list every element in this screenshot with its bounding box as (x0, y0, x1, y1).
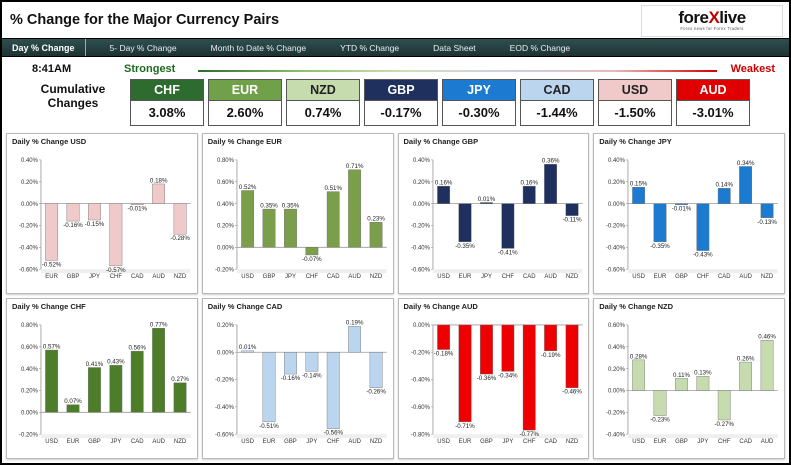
svg-text:-0.07%: -0.07% (301, 255, 322, 263)
svg-text:CHF: CHF (718, 439, 731, 446)
svg-text:-0.20%: -0.20% (410, 350, 430, 357)
svg-text:0.19%: 0.19% (345, 319, 364, 327)
svg-text:-0.20%: -0.20% (18, 223, 38, 230)
currency-code: CAD (520, 79, 594, 101)
svg-text:-0.40%: -0.40% (606, 432, 626, 439)
svg-text:EUR: EUR (458, 439, 471, 446)
currency-rank-cell (442, 79, 516, 126)
cumulative-summary (2, 57, 789, 131)
strength-scale-line (198, 70, 717, 72)
tab-spacer (316, 39, 330, 56)
svg-text:JPY: JPY (110, 439, 122, 446)
svg-text:CAD: CAD (739, 439, 753, 446)
svg-text:CHF: CHF (305, 274, 318, 281)
svg-text:-0.60%: -0.60% (214, 432, 234, 439)
currency-cumulative-value: 2.60% (208, 101, 282, 126)
svg-text:-0.40%: -0.40% (606, 245, 626, 252)
tab-eod-change[interactable]: EOD % Change (509, 42, 571, 53)
currency-rank-cell (208, 79, 282, 126)
svg-text:EUR: EUR (653, 274, 667, 281)
svg-text:0.20%: 0.20% (20, 179, 38, 186)
logo-text-x: X (708, 8, 720, 27)
svg-text:CHF: CHF (501, 274, 514, 281)
chart-plot-area (203, 313, 393, 458)
tab-spacer (187, 39, 201, 56)
svg-text:CAD: CAD (326, 274, 340, 281)
svg-text:-0.16%: -0.16% (280, 375, 301, 383)
chart-panel (202, 133, 394, 294)
logo-text-left: fore (678, 8, 709, 27)
svg-text:0.16%: 0.16% (519, 179, 538, 187)
svg-text:0.57%: 0.57% (42, 343, 61, 351)
svg-text:0.01%: 0.01% (238, 344, 257, 352)
chart-title: Daily % Change CAD (207, 302, 283, 311)
svg-text:JPY: JPY (306, 439, 318, 446)
chart-panel (593, 298, 785, 459)
svg-text:-0.20%: -0.20% (18, 432, 38, 439)
svg-text:0.15%: 0.15% (630, 180, 648, 188)
svg-text:-0.19%: -0.19% (540, 351, 560, 359)
svg-text:0.28%: 0.28% (630, 353, 648, 361)
svg-text:AUD: AUD (739, 274, 753, 281)
currency-code: CHF (130, 79, 204, 101)
tab-spacer (486, 39, 500, 56)
svg-text:0.36%: 0.36% (541, 157, 559, 165)
svg-text:CHF: CHF (326, 439, 340, 446)
svg-text:JPY: JPY (501, 439, 513, 446)
svg-text:0.40%: 0.40% (608, 158, 626, 165)
chart-panel (593, 133, 785, 294)
svg-text:JPY: JPY (284, 274, 296, 281)
svg-text:-0.23%: -0.23% (650, 416, 671, 424)
svg-text:-0.41%: -0.41% (497, 249, 518, 257)
svg-text:0.40%: 0.40% (20, 366, 38, 373)
page-title: % Change for the Major Currency Pairs (10, 12, 280, 28)
svg-text:USD: USD (45, 439, 58, 446)
chart-plot-area (203, 148, 393, 293)
svg-text:AUD: AUD (760, 439, 774, 446)
svg-text:0.20%: 0.20% (412, 179, 430, 186)
page-header (2, 2, 789, 39)
svg-text:0.23%: 0.23% (367, 215, 385, 223)
logo-tagline: Forex news for Forex Traders (680, 26, 744, 31)
chart-plot-area (399, 148, 589, 293)
svg-text:-0.27%: -0.27% (714, 420, 735, 428)
svg-text:0.13%: 0.13% (694, 369, 712, 377)
chart-title: Daily % Change NZD (599, 302, 674, 311)
currency-cumulative-value: -1.50% (598, 101, 672, 126)
svg-text:CHF: CHF (522, 439, 535, 446)
currency-cumulative-value: -0.17% (364, 101, 438, 126)
svg-text:GBP: GBP (675, 439, 689, 446)
svg-text:-0.34%: -0.34% (497, 372, 518, 380)
svg-text:GBP: GBP (479, 439, 493, 446)
tab-day-change[interactable]: Day % Change (2, 39, 86, 56)
chart-grid (2, 129, 789, 463)
svg-text:-0.11%: -0.11% (562, 216, 582, 224)
currency-rank-cell (676, 79, 750, 126)
svg-text:0.34%: 0.34% (737, 159, 755, 167)
logo-wordmark (678, 10, 745, 26)
svg-text:0.16%: 0.16% (434, 179, 452, 187)
svg-text:NZD: NZD (369, 439, 382, 446)
svg-text:0.20%: 0.20% (20, 388, 38, 395)
svg-text:JPY: JPY (88, 274, 100, 281)
svg-text:CAD: CAD (130, 274, 144, 281)
svg-text:CAD: CAD (543, 439, 557, 446)
currency-rank-cell (130, 79, 204, 126)
svg-text:0.00%: 0.00% (216, 350, 234, 357)
svg-text:AUD: AUD (152, 274, 166, 281)
svg-text:-0.40%: -0.40% (410, 377, 430, 384)
svg-text:0.20%: 0.20% (608, 179, 626, 186)
svg-text:-0.20%: -0.20% (214, 267, 234, 274)
chart-panel (6, 133, 198, 294)
currency-code: USD (598, 79, 672, 101)
currency-rank-cell (520, 79, 594, 126)
svg-text:0.40%: 0.40% (412, 158, 430, 165)
svg-text:0.20%: 0.20% (216, 323, 234, 330)
svg-text:0.60%: 0.60% (216, 179, 234, 186)
currency-code: EUR (208, 79, 282, 101)
svg-text:-0.01%: -0.01% (127, 205, 148, 213)
svg-text:-0.60%: -0.60% (606, 267, 626, 274)
svg-text:NZD: NZD (369, 274, 382, 281)
svg-text:0.41%: 0.41% (85, 360, 104, 368)
svg-text:0.35%: 0.35% (260, 202, 278, 210)
svg-text:0.20%: 0.20% (608, 366, 626, 373)
chart-plot-area (594, 148, 784, 293)
svg-text:-0.80%: -0.80% (410, 432, 430, 439)
currency-cumulative-value: 0.74% (286, 101, 360, 126)
svg-text:EUR: EUR (262, 439, 276, 446)
chart-title: Daily % Change JPY (599, 137, 672, 146)
currency-code: NZD (286, 79, 360, 101)
cumulative-label-line1: Cumulative (40, 82, 106, 96)
svg-text:0.11%: 0.11% (673, 371, 691, 379)
svg-text:-0.35%: -0.35% (454, 242, 475, 250)
svg-text:JPY: JPY (480, 274, 492, 281)
svg-text:0.00%: 0.00% (412, 201, 430, 208)
svg-text:0.00%: 0.00% (20, 410, 38, 417)
svg-text:GBP: GBP (283, 439, 297, 446)
svg-text:0.40%: 0.40% (216, 201, 234, 208)
svg-text:-0.18%: -0.18% (433, 350, 453, 358)
svg-text:-0.51%: -0.51% (258, 422, 279, 430)
weakest-label: Weakest (730, 63, 775, 75)
svg-text:USD: USD (632, 439, 646, 446)
svg-text:NZD: NZD (173, 274, 187, 281)
currency-rank-cell (364, 79, 438, 126)
svg-text:-0.01%: -0.01% (671, 205, 692, 213)
chart-panel (398, 298, 590, 459)
svg-text:-0.20%: -0.20% (410, 223, 430, 230)
cumulative-changes-label (18, 82, 128, 110)
tab-5day-change[interactable]: 5- Day % Change (109, 42, 177, 53)
chart-title: Daily % Change CHF (12, 302, 86, 311)
chart-title: Daily % Change USD (12, 137, 87, 146)
svg-text:-0.46%: -0.46% (561, 388, 582, 396)
svg-text:USD: USD (436, 439, 450, 446)
svg-text:0.43%: 0.43% (107, 358, 125, 366)
svg-text:CHF: CHF (696, 274, 710, 281)
chart-panel (6, 298, 198, 459)
svg-text:GBP: GBP (88, 439, 101, 446)
svg-text:0.18%: 0.18% (149, 177, 168, 185)
svg-text:-0.77%: -0.77% (518, 431, 539, 439)
svg-text:0.40%: 0.40% (608, 344, 626, 351)
svg-text:-0.36%: -0.36% (476, 375, 496, 383)
svg-text:-0.16%: -0.16% (63, 222, 83, 230)
currency-code: JPY (442, 79, 516, 101)
tab-data-sheet[interactable]: Data Sheet (433, 42, 476, 53)
svg-text:AUD: AUD (152, 439, 166, 446)
svg-text:0.20%: 0.20% (216, 223, 234, 230)
svg-text:-0.13%: -0.13% (757, 218, 778, 226)
svg-text:-0.26%: -0.26% (366, 388, 386, 396)
currency-code: GBP (364, 79, 438, 101)
currency-rank-cell (286, 79, 360, 126)
svg-text:0.27%: 0.27% (171, 376, 189, 384)
svg-text:0.00%: 0.00% (20, 201, 38, 208)
tab-spacer (409, 39, 423, 56)
svg-text:GBP: GBP (262, 274, 276, 281)
chart-title: Daily % Change GBP (403, 137, 479, 146)
svg-text:-0.60%: -0.60% (410, 267, 430, 274)
currency-cumulative-value: 3.08% (130, 101, 204, 126)
svg-text:0.07%: 0.07% (64, 398, 82, 406)
svg-text:0.60%: 0.60% (608, 323, 626, 330)
svg-text:0.52%: 0.52% (238, 183, 257, 191)
svg-text:-0.71%: -0.71% (454, 422, 475, 430)
svg-text:-0.40%: -0.40% (214, 405, 234, 412)
svg-text:0.00%: 0.00% (412, 323, 430, 330)
svg-text:-0.20%: -0.20% (606, 223, 626, 230)
currency-rank-cells (130, 79, 750, 126)
currency-rank-cell (598, 79, 672, 126)
tab-ytd-change[interactable]: YTD % Change (340, 42, 400, 53)
svg-text:0.51%: 0.51% (324, 185, 342, 193)
svg-text:EUR: EUR (66, 439, 80, 446)
svg-text:-0.14%: -0.14% (301, 372, 322, 380)
svg-text:USD: USD (241, 274, 254, 281)
svg-text:GBP: GBP (66, 274, 80, 281)
svg-text:EUR: EUR (45, 274, 58, 281)
currency-cumulative-value: -0.30% (442, 101, 516, 126)
forexlive-logo (641, 5, 783, 37)
svg-text:NZD: NZD (761, 274, 774, 281)
cumulative-label-line2: Changes (47, 96, 99, 110)
svg-text:-0.40%: -0.40% (18, 245, 38, 252)
svg-text:0.46%: 0.46% (758, 333, 777, 341)
currency-cumulative-value: -3.01% (676, 101, 750, 126)
tab-month-to-date-change[interactable]: Month to Date % Change (210, 42, 307, 53)
svg-text:USD: USD (632, 274, 646, 281)
svg-text:0.80%: 0.80% (216, 158, 234, 165)
tab-spacer (86, 39, 100, 56)
chart-title: Daily % Change EUR (207, 137, 282, 146)
svg-text:-0.20%: -0.20% (214, 377, 234, 384)
chart-panel (202, 298, 394, 459)
strongest-label: Strongest (124, 63, 176, 75)
svg-text:AUD: AUD (348, 274, 361, 281)
svg-text:0.56%: 0.56% (128, 344, 146, 352)
svg-text:CHF: CHF (109, 274, 123, 281)
svg-text:-0.43%: -0.43% (693, 251, 713, 259)
svg-text:CAD: CAD (718, 274, 731, 281)
svg-text:-0.60%: -0.60% (410, 405, 430, 412)
svg-text:0.77%: 0.77% (149, 321, 168, 329)
svg-text:0.35%: 0.35% (281, 202, 299, 210)
svg-text:-0.60%: -0.60% (18, 267, 38, 274)
svg-text:-0.15%: -0.15% (84, 220, 105, 228)
svg-text:EUR: EUR (653, 439, 667, 446)
svg-text:NZD: NZD (173, 439, 187, 446)
svg-text:NZD: NZD (565, 274, 578, 281)
svg-text:-0.40%: -0.40% (410, 245, 430, 252)
svg-text:-0.57%: -0.57% (106, 266, 126, 274)
svg-text:-0.28%: -0.28% (170, 235, 190, 243)
currency-cumulative-value: -1.44% (520, 101, 594, 126)
svg-text:0.00%: 0.00% (608, 201, 626, 208)
currency-code: AUD (676, 79, 750, 101)
svg-text:-0.20%: -0.20% (606, 410, 626, 417)
svg-text:0.01%: 0.01% (477, 195, 495, 203)
svg-text:0.14%: 0.14% (715, 181, 734, 189)
svg-text:0.00%: 0.00% (216, 245, 234, 252)
svg-text:-0.56%: -0.56% (323, 429, 343, 437)
svg-text:CAD: CAD (522, 274, 536, 281)
chart-plot-area (399, 313, 589, 458)
svg-text:0.80%: 0.80% (20, 323, 38, 330)
svg-text:GBP: GBP (675, 274, 689, 281)
svg-text:NZD: NZD (565, 439, 578, 446)
tab-bar (2, 39, 789, 57)
svg-text:0.40%: 0.40% (20, 158, 38, 165)
svg-text:JPY: JPY (697, 439, 709, 446)
timestamp: 8:41AM (32, 63, 72, 75)
logo-text-right: live (719, 8, 746, 27)
chart-plot-area (7, 148, 197, 293)
svg-text:USD: USD (436, 274, 450, 281)
svg-text:USD: USD (241, 439, 254, 446)
svg-text:0.60%: 0.60% (20, 344, 38, 351)
svg-text:CAD: CAD (130, 439, 144, 446)
chart-panel (398, 133, 590, 294)
chart-plot-area (594, 313, 784, 458)
svg-text:EUR: EUR (458, 274, 471, 281)
svg-text:0.00%: 0.00% (608, 388, 626, 395)
svg-text:-0.35%: -0.35% (650, 242, 671, 250)
svg-text:0.26%: 0.26% (737, 355, 755, 363)
svg-text:-0.52%: -0.52% (41, 261, 62, 269)
chart-title: Daily % Change AUD (403, 302, 478, 311)
svg-text:0.71%: 0.71% (345, 163, 364, 171)
svg-text:AUD: AUD (543, 274, 557, 281)
svg-text:AUD: AUD (348, 439, 361, 446)
chart-plot-area (7, 313, 197, 458)
